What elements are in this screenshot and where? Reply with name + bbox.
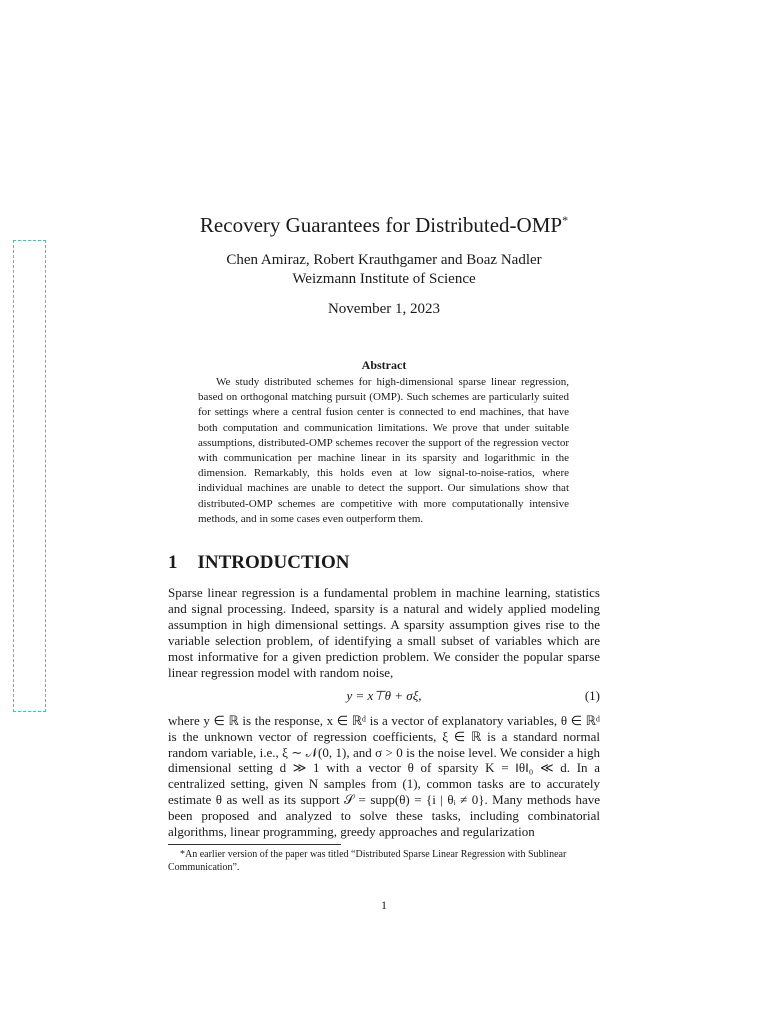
section-number: 1 bbox=[168, 552, 178, 573]
affiliation: Weizmann Institute of Science bbox=[292, 271, 476, 287]
title-footnote-mark: * bbox=[562, 213, 569, 227]
author-list: Chen Amiraz, Robert Krauthgamer and Boaz Nadler bbox=[226, 252, 542, 268]
abstract-heading: Abstract bbox=[361, 358, 407, 372]
page-number: 1 bbox=[381, 898, 387, 912]
section-title: INTRODUCTION bbox=[197, 552, 350, 573]
paper-title bbox=[0, 206, 768, 239]
title-text: Recovery Guarantees for Distributed-OMP bbox=[199, 213, 563, 237]
equation-number: (1) bbox=[584, 688, 600, 703]
footnote: *An earlier version of the paper was titled “Distributed Sparse Linear Regression with Sublinear Communication”. bbox=[168, 849, 567, 873]
footnote-divider bbox=[168, 844, 341, 845]
intro-paragraph: Sparse linear regression is a fundamental problem in machine learning, statistics and signal processing. Indeed, sparsity is a natural and widely applied modeling assumption in high dimensional settings. A sparsity assumption gives rise to the variable selection problem, of identifying a small subset of variables which are most informative for a given prediction problem. We consider the popular sparse linear regression model with random noise, bbox=[168, 585, 600, 680]
abstract-body: We study distributed schemes for high-dimensional sparse linear regression, based on orthogonal matching pursuit (OMP). Such schemes are particularly suited for settings where a central fusion center is connected to end machines, that have both computation and communication limitations. We prove that under suitable assumptions, distributed-OMP schemes recover the support of the regression vector with communication per machine linear in its sparsity and logarithmic in the dimension. Remarkably, this holds even at low signal-to-noise-ratios, where individual machines are unable to detect the support. Our simulations show that distributed-OMP schemes are competitive with more computationally intensive methods, and in some cases even outperform them. bbox=[198, 376, 569, 525]
paper-date: November 1, 2023 bbox=[327, 301, 441, 317]
section-heading bbox=[168, 551, 350, 575]
equation-block bbox=[168, 688, 600, 708]
intro-paragraph-continued: where y ∈ ℝ is the response, x ∈ ℝᵈ is a vector of explanatory variables, θ ∈ ℝᵈ is the unknown vector of regression coefficients, ξ ∈ ℝ is a standard normal random variable, i.e., ξ ∼ 𝒩(0, 1), and σ > 0 is the noise level. We consider a high dimensional setting d ≫ 1 with a vector θ of sparsity K = ‖θ‖₀ ≪ d. In a centralized setting, given N samples from (1), common tasks are to accurately estimate θ as well as its support 𝒮 = supp(θ) = {i | θᵢ ≠ 0}. Many methods have been proposed and analyzed to solve these tasks, including combinatorial algorithms, linear programming, greedy approaches and regularization bbox=[168, 713, 600, 839]
equation-body: y = x⊤θ + σξ, bbox=[346, 688, 422, 703]
